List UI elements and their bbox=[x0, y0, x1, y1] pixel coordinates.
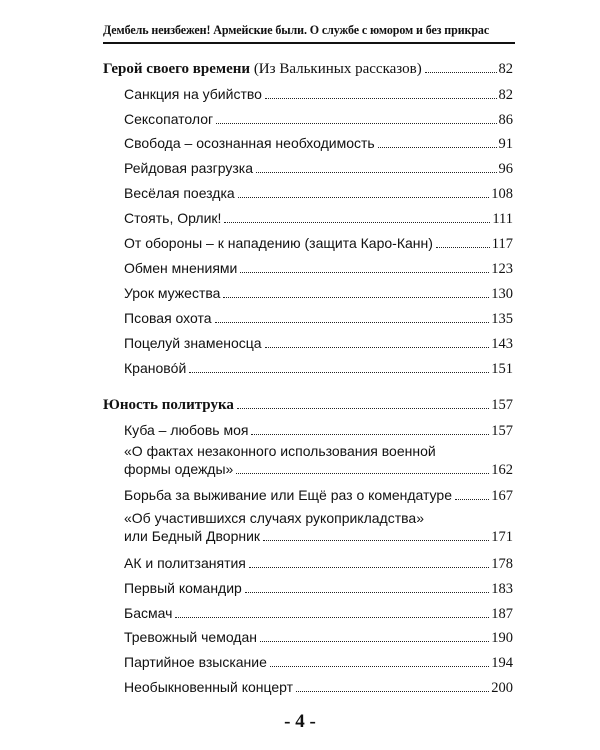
page-number: 178 bbox=[491, 556, 513, 572]
chapter-title: Куба – любовь моя bbox=[124, 422, 249, 438]
page-number: 91 bbox=[498, 136, 513, 152]
chapter-title: АК и политзанятия bbox=[124, 555, 246, 571]
toc-chapter[interactable] bbox=[124, 134, 513, 153]
page-number: 96 bbox=[498, 161, 513, 177]
chapter-title-line1: «Об участившихся случаях рукоприкладства» bbox=[124, 510, 424, 526]
page-number: 82 bbox=[498, 87, 513, 103]
chapter-title: Обмен мнениями bbox=[124, 260, 238, 276]
dot-leader bbox=[296, 691, 489, 692]
chapter-title: Крановóй bbox=[124, 360, 187, 376]
toc-chapter[interactable] bbox=[124, 85, 513, 104]
toc-chapter[interactable] bbox=[124, 334, 513, 353]
page-number: 157 bbox=[491, 423, 513, 439]
page-number: 194 bbox=[491, 655, 513, 671]
page-number: 200 bbox=[491, 680, 513, 696]
dot-leader bbox=[175, 617, 489, 618]
chapter-title: Стоять, Орлик! bbox=[124, 210, 222, 226]
chapter-title: Первый командир bbox=[124, 580, 242, 596]
page-number: 157 bbox=[491, 397, 513, 413]
page-number: 123 bbox=[491, 261, 513, 277]
toc-chapter[interactable] bbox=[124, 628, 513, 647]
dot-leader bbox=[216, 123, 496, 124]
chapter-title-line2: формы одежды» bbox=[124, 461, 234, 477]
toc-chapter[interactable] bbox=[124, 678, 513, 697]
page-number: 86 bbox=[498, 112, 513, 128]
chapter-title: Борьба за выживание или Ещё раз о комендатуре bbox=[124, 487, 452, 503]
toc-chapter[interactable] bbox=[124, 554, 513, 573]
chapter-title: Поцелуй знаменосца bbox=[124, 335, 262, 351]
dot-leader bbox=[263, 540, 489, 541]
dot-leader bbox=[240, 272, 489, 273]
dot-leader bbox=[270, 666, 489, 667]
page-number: 135 bbox=[491, 311, 513, 327]
page-number: 151 bbox=[491, 361, 513, 377]
dot-leader bbox=[215, 322, 490, 323]
chapter-title: Урок мужества bbox=[124, 285, 221, 301]
dot-leader bbox=[224, 222, 490, 223]
page-number: 162 bbox=[491, 462, 513, 478]
toc-chapter[interactable] bbox=[124, 234, 513, 253]
chapter-title: Необыкновенный концерт bbox=[124, 679, 294, 695]
dot-leader bbox=[265, 98, 497, 99]
toc-chapter[interactable] bbox=[124, 159, 513, 178]
dot-leader bbox=[425, 72, 497, 73]
dot-leader bbox=[249, 567, 489, 568]
dot-leader bbox=[256, 172, 496, 173]
dot-leader bbox=[378, 147, 497, 148]
chapter-title: От обороны – к нападению (защита Каро-Канн) bbox=[124, 235, 433, 251]
dot-leader bbox=[236, 473, 489, 474]
running-header: Дембель неизбежен! Армейские были. О службе с юмором и без прикрас bbox=[103, 23, 490, 37]
dot-leader bbox=[455, 499, 489, 500]
toc-chapter[interactable] bbox=[124, 259, 513, 278]
page-number: 108 bbox=[491, 186, 513, 202]
page-number: 130 bbox=[491, 286, 513, 302]
chapter-title: Тревожный чемодан bbox=[124, 629, 257, 645]
part-title: Герой своего времени bbox=[103, 61, 251, 77]
toc-chapter[interactable] bbox=[124, 421, 513, 440]
chapter-title: Псовая охота bbox=[124, 310, 212, 326]
page-number: 167 bbox=[491, 488, 513, 504]
page-number: 183 bbox=[491, 581, 513, 597]
page-number: 190 bbox=[491, 630, 513, 646]
toc-chapter[interactable] bbox=[124, 579, 513, 598]
chapter-title: Партийное взыскание bbox=[124, 654, 267, 670]
toc-chapter[interactable] bbox=[124, 309, 513, 328]
dot-leader bbox=[260, 641, 489, 642]
toc-chapter[interactable] bbox=[124, 110, 513, 129]
part-title: Юность политрука bbox=[103, 397, 234, 413]
toc-part-heading[interactable] bbox=[103, 396, 513, 414]
toc-chapter[interactable] bbox=[124, 653, 513, 672]
toc-chapter[interactable] bbox=[124, 604, 513, 623]
chapter-title: Весёлая поездка bbox=[124, 185, 235, 201]
dot-leader bbox=[436, 247, 490, 248]
chapter-title: Сексопатолог bbox=[124, 111, 214, 127]
chapter-title: Свобода – осознанная необходимость bbox=[124, 135, 375, 151]
toc-chapter[interactable] bbox=[124, 184, 513, 203]
chapter-title-line2: или Бедный Дворник bbox=[124, 528, 261, 544]
page-number: 187 bbox=[491, 606, 513, 622]
toc-chapter[interactable] bbox=[124, 359, 513, 378]
dot-leader bbox=[245, 592, 489, 593]
chapter-title: Рейдовая разгрузка bbox=[124, 160, 254, 176]
chapter-title-line1: «О фактах незаконного использования военной bbox=[124, 443, 436, 459]
page-number: 117 bbox=[491, 236, 513, 252]
toc-chapter[interactable] bbox=[124, 486, 513, 505]
toc-chapter[interactable] bbox=[124, 284, 513, 303]
toc-chapter[interactable] bbox=[124, 209, 513, 228]
page-number: 111 bbox=[492, 211, 513, 227]
dot-leader bbox=[189, 372, 489, 373]
dot-leader bbox=[237, 408, 489, 409]
dot-leader bbox=[223, 297, 489, 298]
toc-part-heading[interactable] bbox=[103, 60, 513, 78]
chapter-title: Басмач bbox=[124, 605, 173, 621]
dot-leader bbox=[251, 434, 489, 435]
dot-leader bbox=[238, 197, 490, 198]
page-number-footer: - 4 - bbox=[284, 711, 316, 732]
toc-chapter-multiline[interactable] bbox=[124, 442, 513, 479]
chapter-title: Санкция на убийство bbox=[124, 86, 262, 102]
toc-chapter-multiline[interactable] bbox=[124, 509, 513, 546]
page-number: 82 bbox=[498, 61, 513, 77]
part-subtitle: (Из Валькиных рассказов) bbox=[250, 61, 422, 77]
page-number: 171 bbox=[491, 529, 513, 545]
dot-leader bbox=[265, 347, 490, 348]
page-number: 143 bbox=[491, 336, 513, 352]
